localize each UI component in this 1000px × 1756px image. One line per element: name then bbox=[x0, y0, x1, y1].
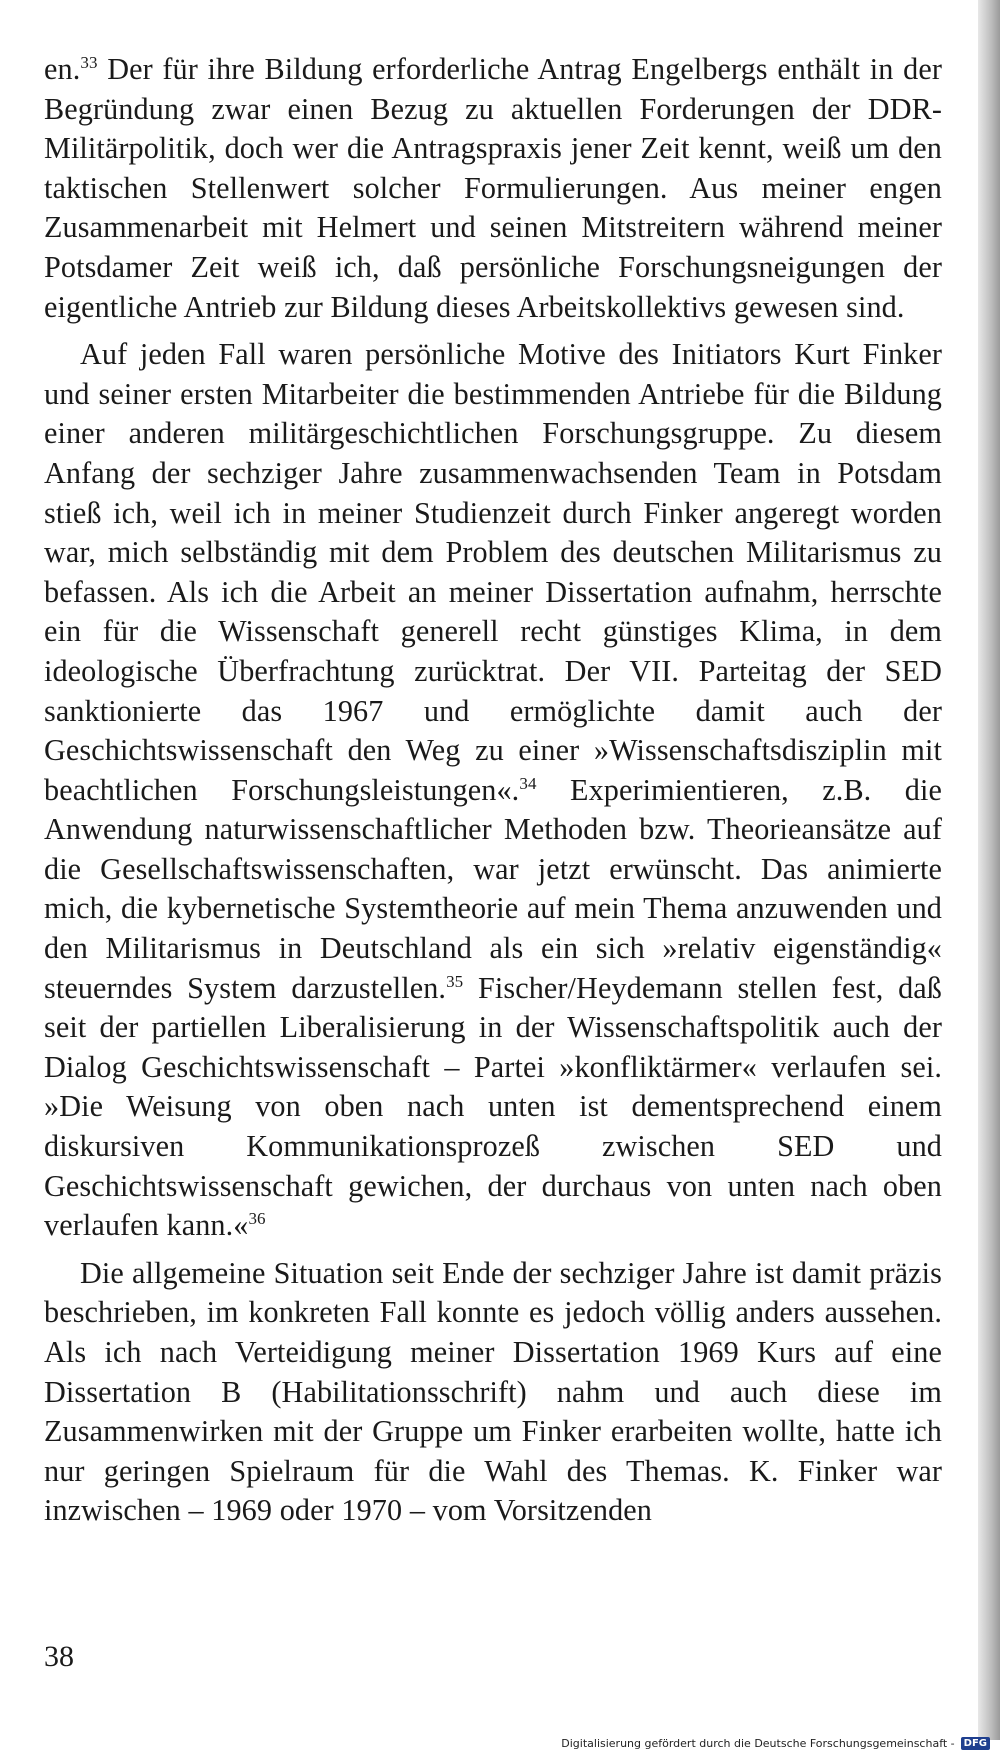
paragraph-1 bbox=[44, 50, 942, 327]
footnote-marker: 34 bbox=[519, 773, 537, 793]
paragraph-text: Der für ihre Bildung erforderliche Antrag Engelbergs enthält in der Begründung zwar einen Bezug zu aktuellen Forderungen der DDR-Militärpolitik, doch wer die Antragspraxis jener Zeit kennt, weiß um den taktischen Stellenwert solcher Formulierungen. Aus meiner engen Zusammenarbeit mit Helmert und seinen Mitstreitern während meiner Potsdamer Zeit weiß ich, daß persönliche Forschungsneigungen der eigentliche Antrieb zur Bildung dieses Arbeitskollektivs gewesen sind. bbox=[44, 52, 942, 324]
paragraph-text: Fischer/Heydemann stellen fest, daß seit der partiellen Liberalisierung in der Wissenschaftspolitik auch der Dialog Geschichtswissenschaft – Partei »konfliktärmer« verlaufen sei. »Die Weisung von oben nach unten ist dementsprechend einem diskursiven Kommunikationsprozeß zwischen SED und Geschichtswissenschaft gewichen, der durchaus von unten nach oben verlaufen kann.« bbox=[44, 970, 943, 1243]
digitization-footer bbox=[561, 1737, 990, 1750]
paragraph-3 bbox=[44, 1254, 942, 1531]
dfg-logo-icon: DFG bbox=[961, 1737, 990, 1750]
page-edge-shadow bbox=[978, 0, 1000, 1740]
footnote-marker: 33 bbox=[80, 52, 98, 72]
footnote-marker: 36 bbox=[248, 1209, 266, 1229]
footer-text: Digitalisierung gefördert durch die Deutsche Forschungsgemeinschaft - bbox=[561, 1737, 955, 1750]
paragraph-text: Experimientieren, z.B. die Anwendung naturwissenschaftlicher Methoden bzw. Theorieansätze auf die Gesellschaftswissenschaften, war jetzt erwünscht. Das animierte mich, die kybernetische Systemtheorie auf mein Thema anzuwenden und den Militarismus in Deutschland als ein sich »relativ eigenständig« steuerndes System darzustellen. bbox=[44, 772, 942, 1005]
footnote-marker: 35 bbox=[446, 971, 464, 991]
page-number: 38 bbox=[44, 1640, 74, 1673]
paragraph-text: Auf jeden Fall waren persönliche Motive des Initiators Kurt Finker und seiner ersten Mitarbeiter die bestimmenden Antriebe für die Bildung einer anderen militärgeschichtlichen Forschungsgruppe. Zu diesem Anfang der sechziger Jahre zusammenwachsenden Team in Potsdam stieß ich, weil ich in meiner Studienzeit durch Finker angeregt worden war, mich selbständig mit dem Problem des deutschen Militarismus zu befassen. Als ich die Arbeit an meiner Dissertation aufnahm, herrschte ein für die Wissenschaft generell recht günstiges Klima, in dem ideologische Überfrachtung zurücktrat. Der VII. Parteitag der SED sanktionierte das 1967 und ermöglichte damit auch der Geschichtswissenschaft den Weg zu einer »Wissenschaftsdisziplin mit beachtlichen Forschungsleistungen«. bbox=[44, 337, 942, 807]
paragraph-text: Die allgemeine Situation seit Ende der sechziger Jahre ist damit präzis beschrieben, im konkreten Fall konnte es jedoch völlig anders aussehen. Als ich nach Verteidigung meiner Dissertation 1969 Kurs auf eine Dissertation B (Habilitationsschrift) nahm und auch diese im Zusammenwirken mit der Gruppe um Finker erarbeiten wollte, hatte ich nur geringen Spielraum für die Wahl des Themas. K. Finker war inzwischen – 1969 oder 1970 – vom Vorsitzenden bbox=[44, 1255, 942, 1528]
paragraph-text: en. bbox=[44, 52, 81, 86]
body-text bbox=[44, 50, 942, 1531]
paragraph-2 bbox=[44, 335, 942, 1246]
